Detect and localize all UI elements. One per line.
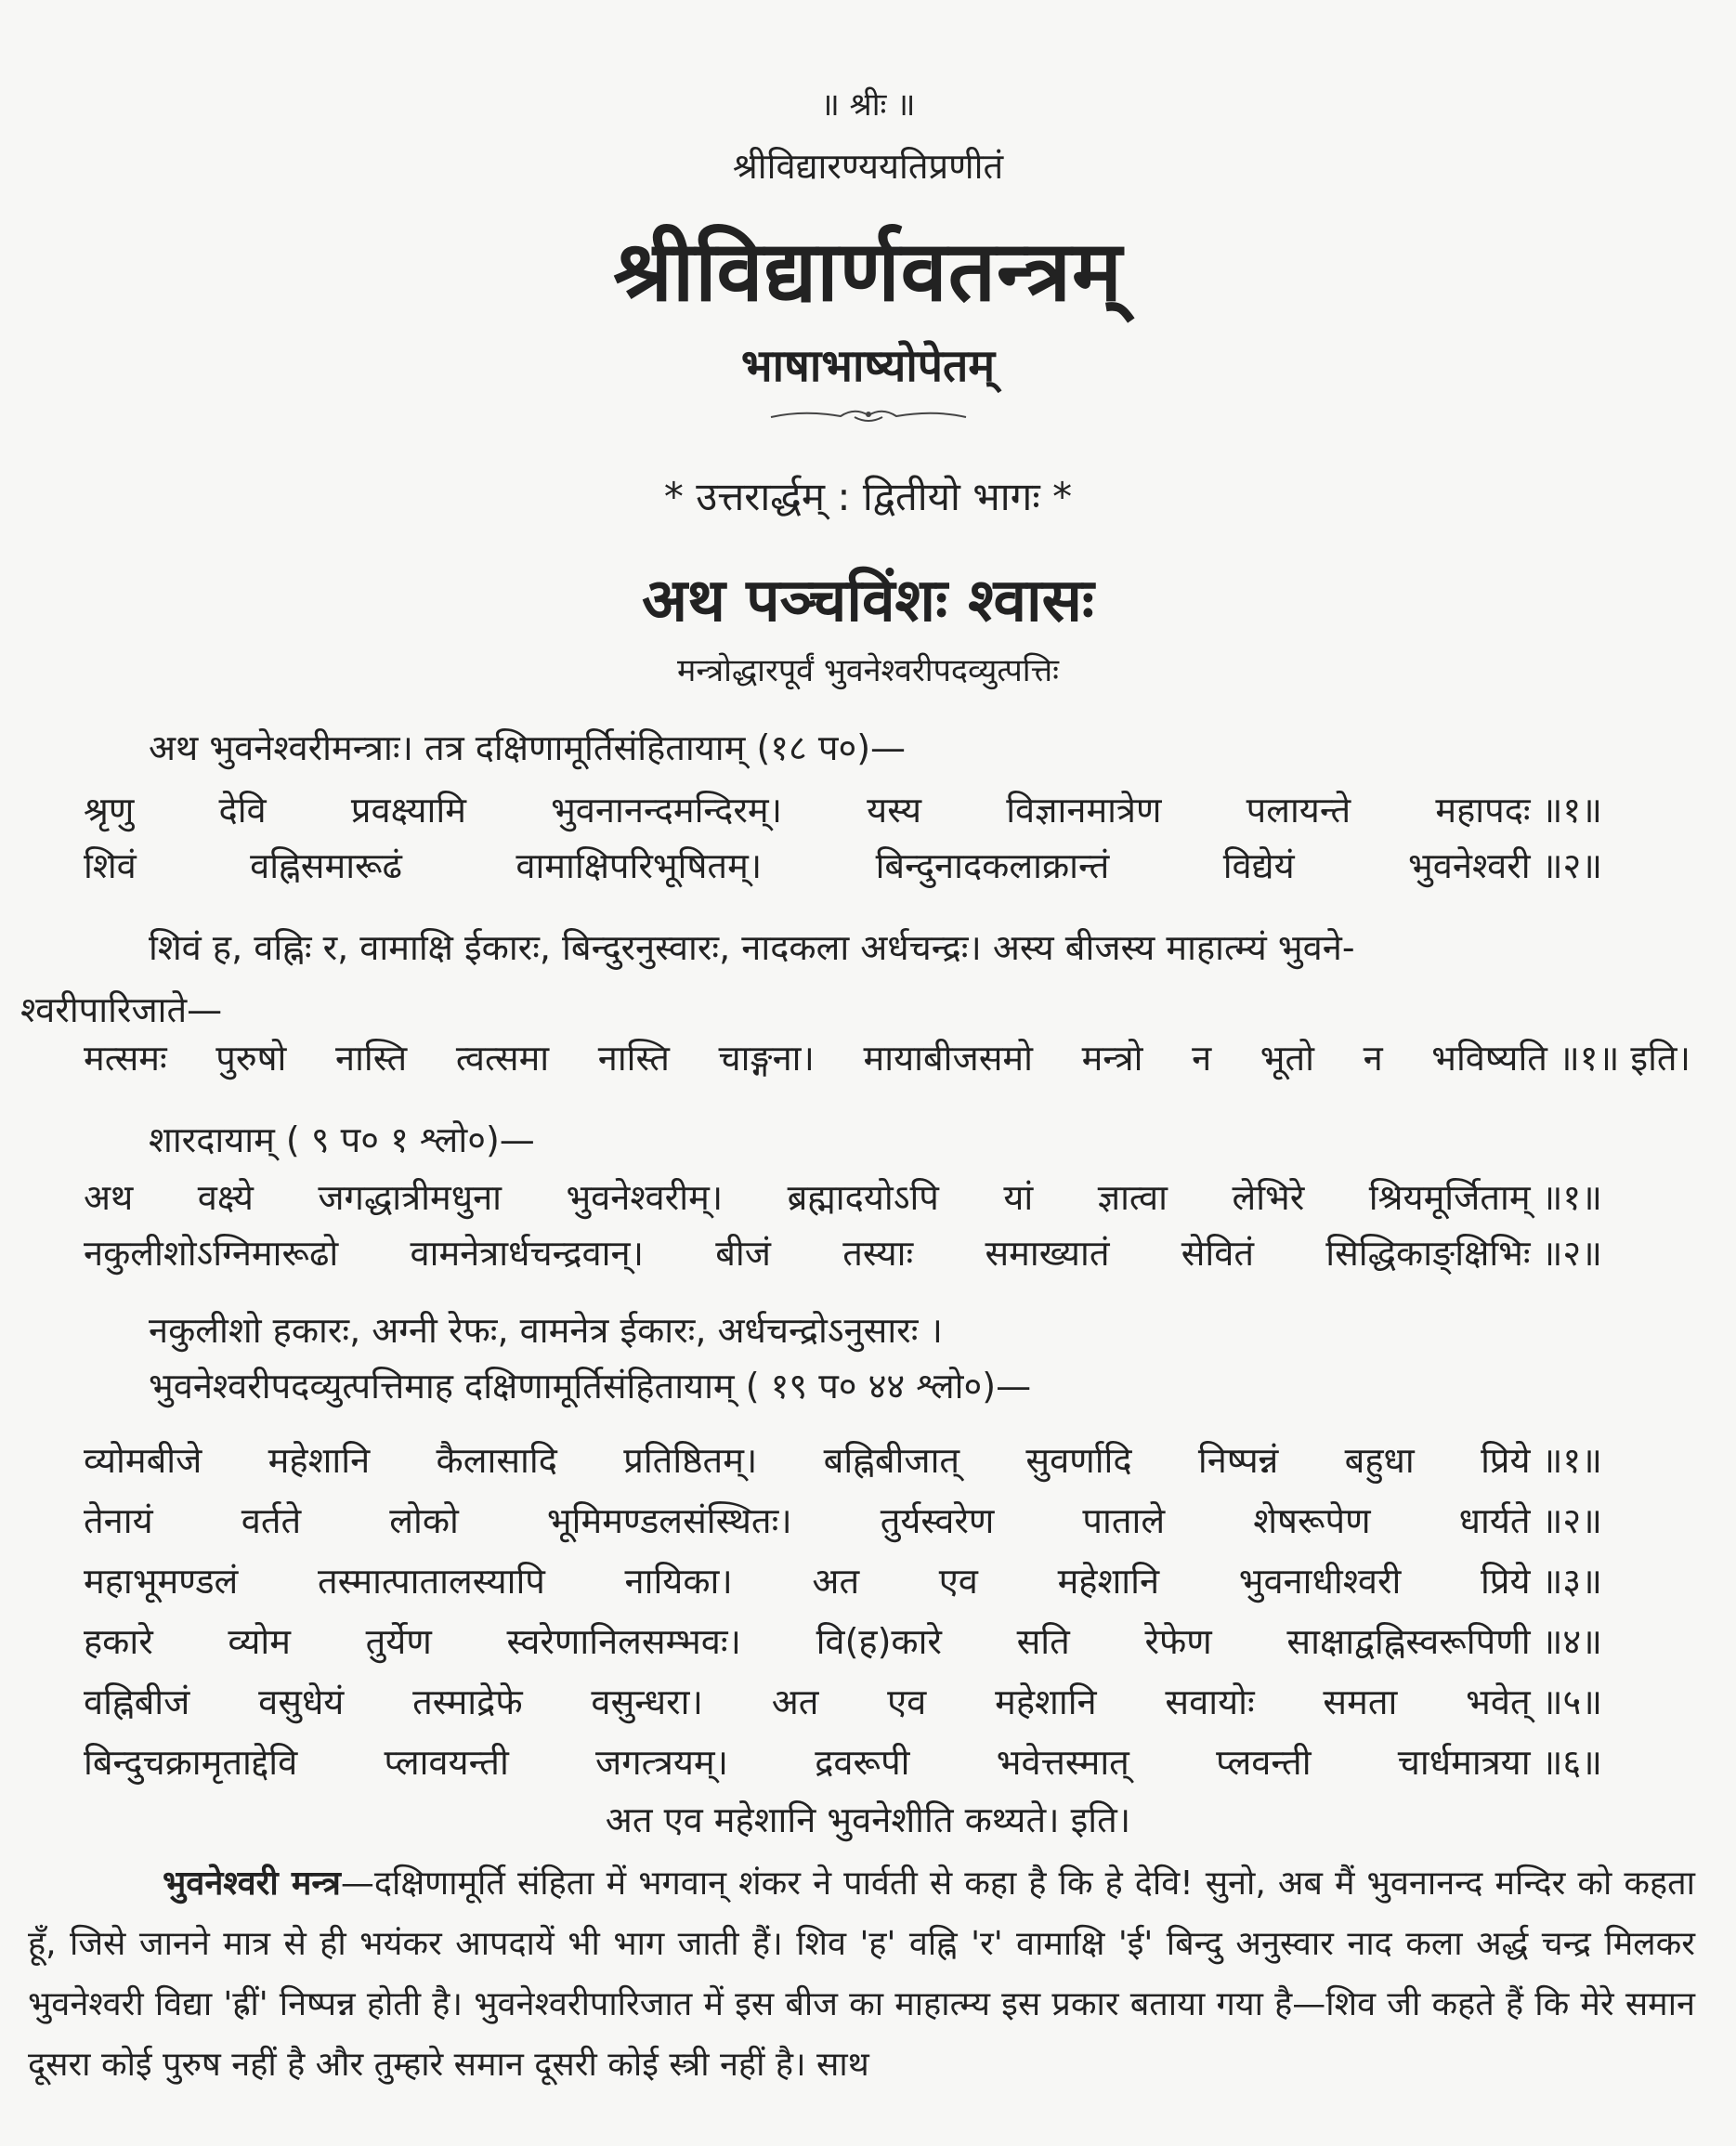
chapter-title: अथ पञ्चविंशः श्वासः [642, 567, 1094, 635]
verse-line: नकुलीशोऽग्निमारूढो वामनेत्रार्धचन्द्रवान्। बीजं तस्याः समाख्यातं सेवितं सिद्धिकाङ्क्षिभिः ॥२॥ [84, 1233, 1602, 1274]
verse-line: बिन्दुचक्रामृताद्देवि प्लावयन्ती जगत्त्रयम्। द्रवरूपी भवेत्तस्मात् प्लवन्ती चार्धमात्रया ॥६॥ [84, 1742, 1602, 1783]
verse-line: हकारे व्योम तुर्येण स्वरेणानिलसम्भवः। वि(ह)कारे सति रेफेण साक्षाद्वह्निस्वरूपिणी ॥४॥ [84, 1621, 1602, 1662]
ornament-divider [0, 404, 1736, 430]
verse-line: अथ वक्ष्ये जगद्धात्रीमधुना भुवनेश्वरीम्। ब्रह्मादयोऽपि यां ज्ञात्वा लेभिरे श्रियमूर्जिताम् ॥१॥ [84, 1177, 1602, 1218]
intro-line: भुवनेश्वरीपदव्युत्पत्तिमाह दक्षिणामूर्तिसंहितायाम् ( १९ प० ४४ श्लो०)— [149, 1366, 1032, 1407]
ornament-flourish-icon [766, 404, 971, 426]
part-heading: * उत्तरार्द्धम् : द्वितीयो भागः * [663, 474, 1073, 519]
invocation: ॥ श्रीः ॥ [820, 86, 916, 124]
verse-line: श्रृणु देवि प्रवक्ष्यामि भुवनानन्दमन्दिरम्। यस्य विज्ञानमात्रेण पलायन्ते महापदः ॥१॥ [84, 790, 1602, 831]
verse-ending: अत एव महेशानि भुवनेशीति कथ्यते। इति। [605, 1799, 1131, 1840]
verse-line: तेनायं वर्तते लोको भूमिमण्डलसंस्थितः। तुर्यस्वरेण पाताले शेषरूपेण धार्यते ॥२॥ [84, 1500, 1602, 1541]
gloss-line: शिवं ह, वह्निः र, वामाक्षि ईकारः, बिन्दुरनुस्वारः, नादकला अर्धचन्द्रः। अस्य बीजस्य माहात्म्यं भुवने- [149, 927, 1355, 968]
gloss-line: नकुलीशो हकारः, अग्नी रेफः, वामनेत्र ईकारः, अर्धचन्द्रोऽनुसारः । [149, 1310, 943, 1351]
commentary-paragraph [28, 1853, 1695, 2095]
verse-line: शिवं वह्निसमारूढं वामाक्षिपरिभूषितम्। बिन्दुनादकलाक्रान्तं विद्येयं भुवनेश्वरी ॥२॥ [84, 845, 1602, 886]
verse-line: मत्समः पुरुषो नास्ति त्वत्समा नास्ति चाङ्गना। मायाबीजसमो मन्त्रो न भूतो न भविष्यति ॥१॥ इति। [84, 1038, 1690, 1079]
author-line: श्रीविद्यारण्ययतिप्रणीतं [732, 146, 1004, 187]
commentary-text: —दक्षिणामूर्ति संहिता में भगवान् शंकर ने पार्वती से कहा है कि हे देवि! सुनो, अब मैं भुवनानन्द मन्दिर को कहता हूँ, जिसे जानने मात्र से ही भयंकर आपदायें भी भाग जाती हैं। शिव 'ह' वह्नि 'र' वामाक्षि 'ई' बिन्दु अनुस्वार नाद कला अर्द्ध चन्द्र मिलकर भुवनेश्वरी विद्या 'ह्रीं' निष्पन्न होती है। भुवनेश्वरीपारिजात में इस बीज का माहात्म्य इस प्रकार बताया गया है—शिव जी कहते हैं कि मेरे समान दूसरा कोई पुरुष नहीं है और तुम्हारे समान दूसरी कोई स्त्री नहीं है। साथ [28, 1865, 1695, 2084]
intro-line: अथ भुवनेश्वरीमन्त्राः। तत्र दक्षिणामूर्तिसंहितायाम् (१८ प०)— [149, 727, 907, 768]
book-subtitle: भाषाभाष्योपेतम् [740, 340, 996, 392]
gloss-line: श्वरीपारिजाते— [20, 989, 223, 1030]
chapter-subtitle: मन्त्रोद्धारपूर्वं भुवनेश्वरीपदव्युत्पत्तिः [677, 652, 1059, 689]
intro-line: शारदायाम् ( ९ प० १ श्लो०)— [149, 1119, 535, 1160]
commentary-heading: भुवनेश्वरी मन्त्र [163, 1865, 341, 1903]
book-title: श्रीविद्यार्णवतन्त्रम् [613, 223, 1123, 321]
verse-line: वह्निबीजं वसुधेयं तस्माद्रेफे वसुन्धरा। अत एव महेशानि सवायोः समता भवेत् ॥५॥ [84, 1681, 1602, 1722]
verse-line: व्योमबीजे महेशानि कैलासादि प्रतिष्ठितम्। बह्निबीजात् सुवर्णादि निष्पन्नं बहुधा प्रिये ॥१॥ [84, 1440, 1602, 1481]
verse-line: महाभूमण्डलं तस्मात्पातालस्यापि नायिका। अत एव महेशानि भुवनाधीश्वरी प्रिये ॥३॥ [84, 1561, 1602, 1602]
